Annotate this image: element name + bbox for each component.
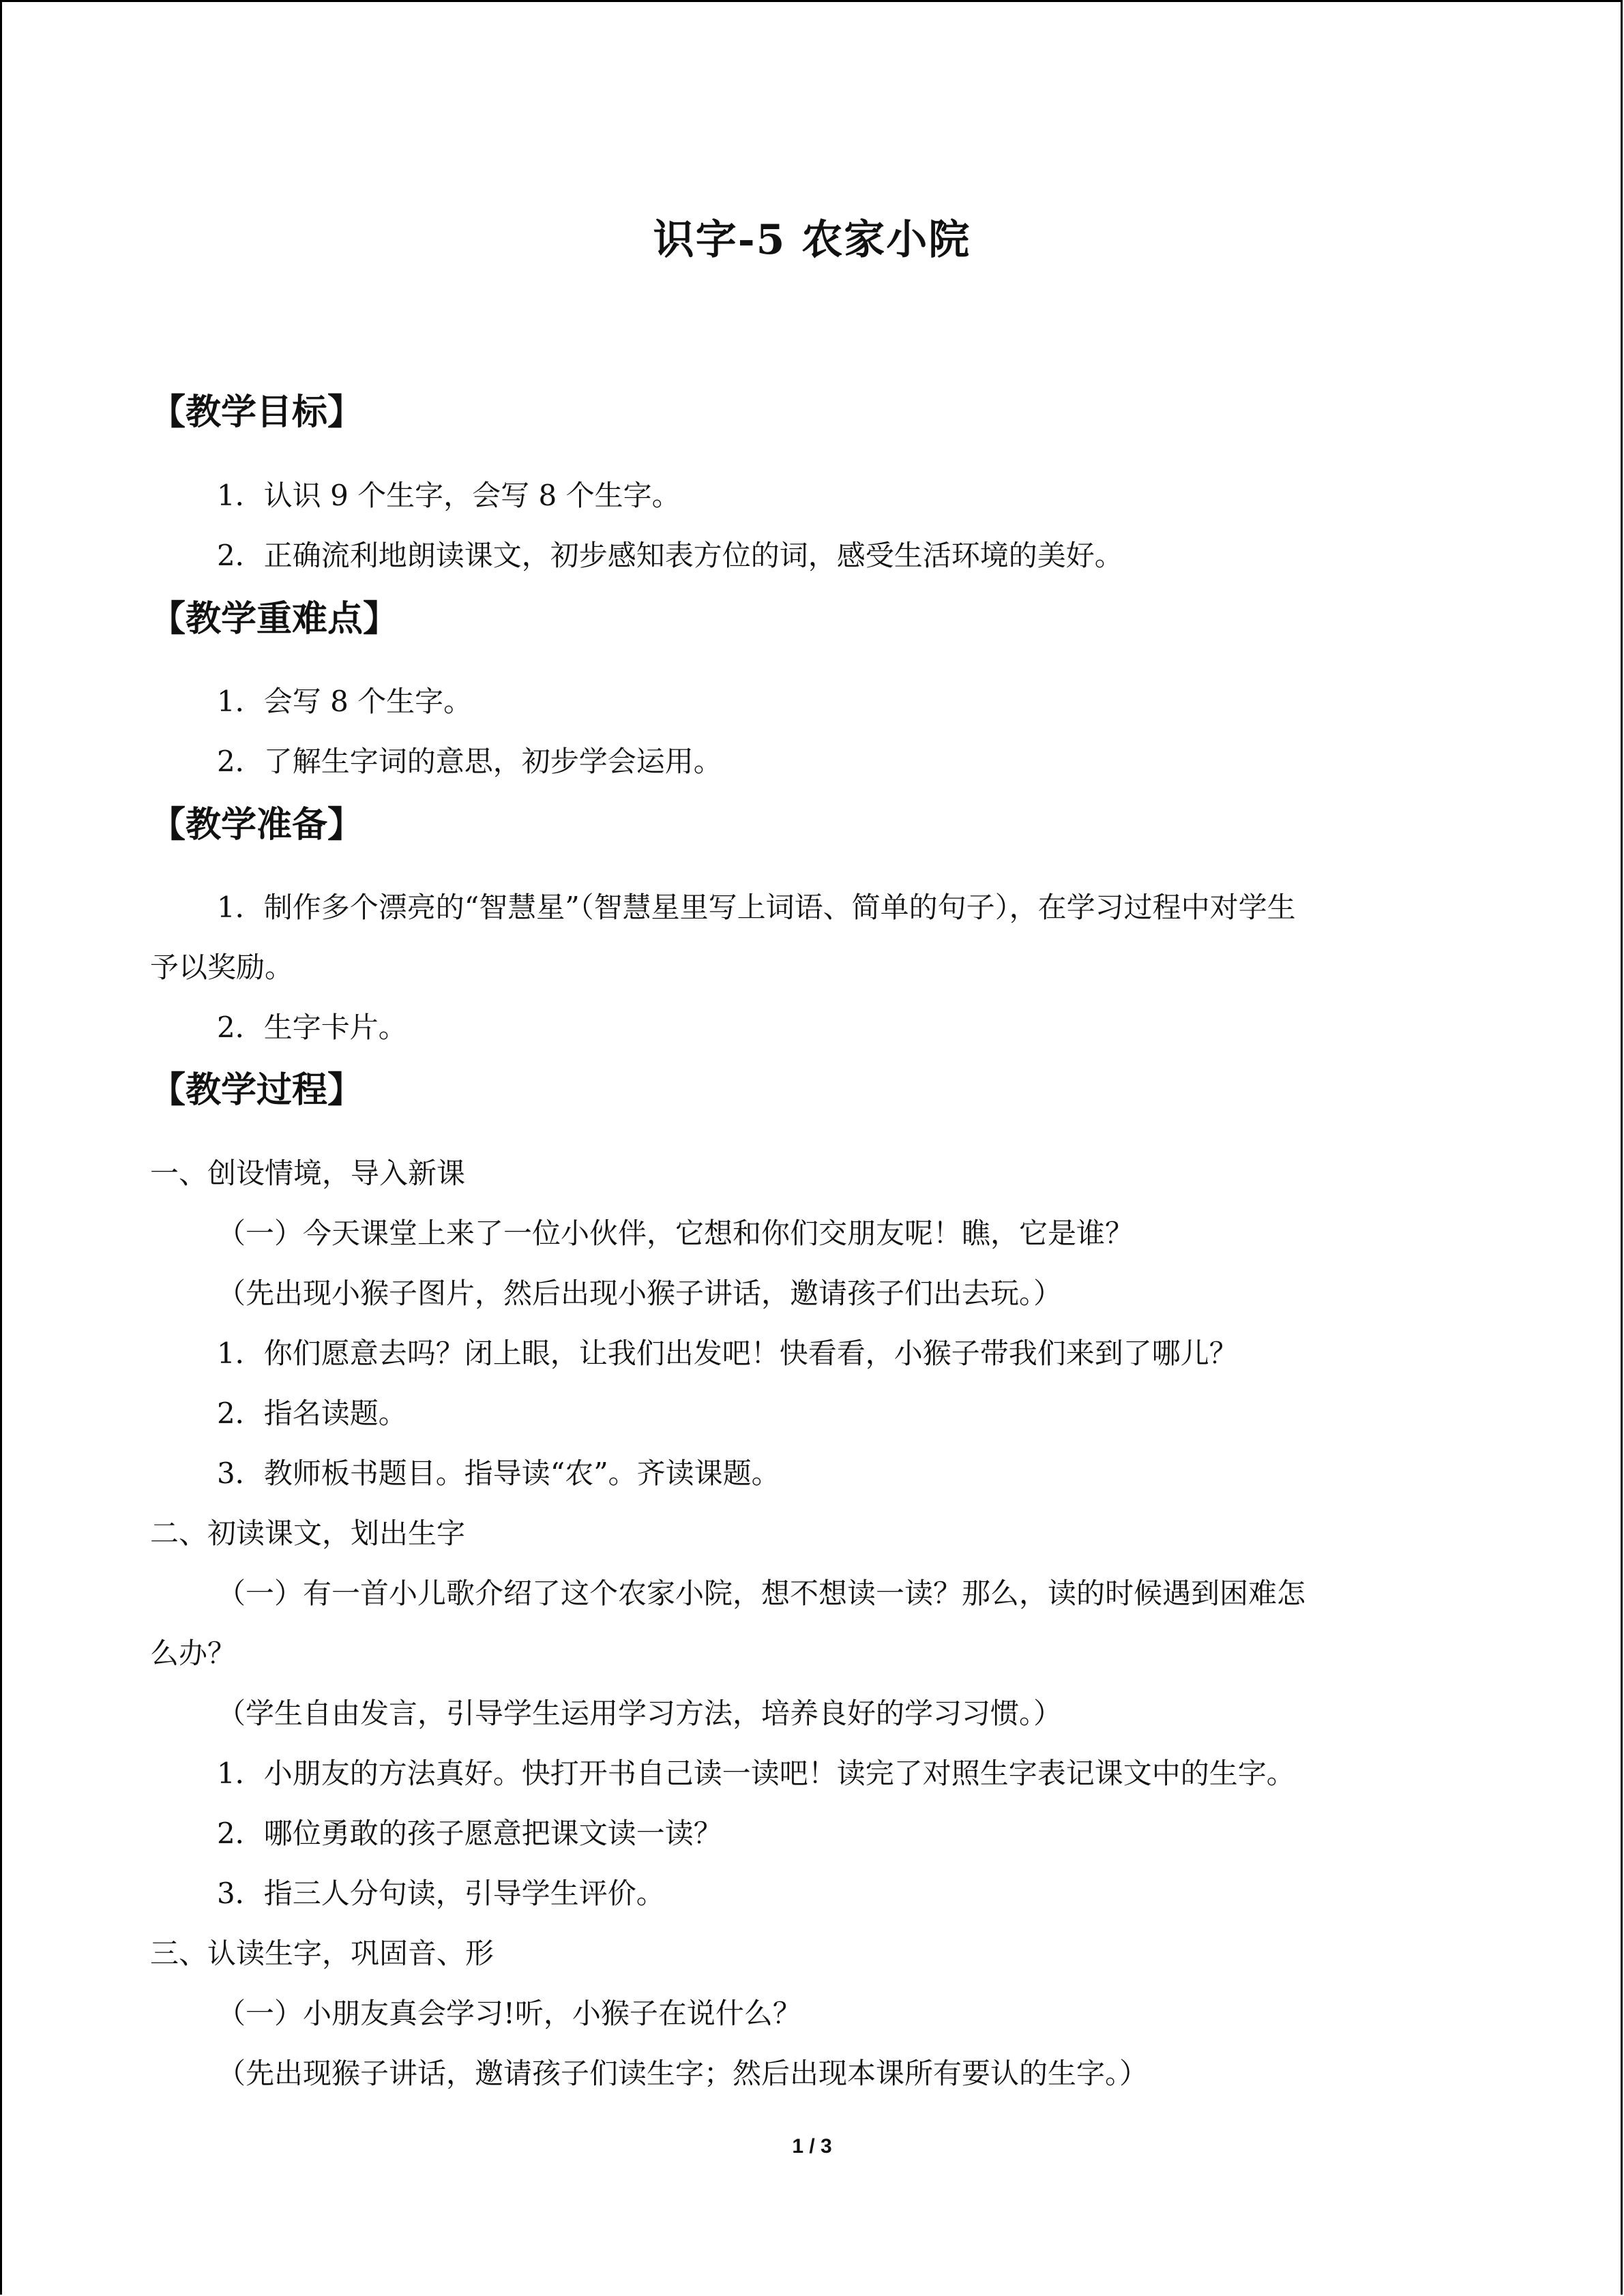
preparation-item-1-line-1: 1．制作多个漂亮的“智慧星”（智慧星里写上词语、简单的句子），在学习过程中对学生 xyxy=(217,891,1296,924)
process-part-1-line-5: 3．教师板书题目。指导读“农”。齐读课题。 xyxy=(217,1457,780,1490)
process-part-1-line-2: （先出现小猴子图片，然后出现小猴子讲话，邀请孩子们出去玩。） xyxy=(217,1277,1063,1310)
process-part-2-line-2: （学生自由发言，引导学生运用学习方法，培养良好的学习习惯。） xyxy=(217,1697,1063,1730)
process-part-3-line-1: （一）小朋友真会学习!听，小猴子在说什么？ xyxy=(217,1997,801,2030)
preparation-item-2: 2．生字卡片。 xyxy=(217,1011,407,1044)
process-part-3-line-2: （先出现猴子讲话，邀请孩子们读生字；然后出现本课所有要认的生字。） xyxy=(217,2057,1149,2090)
section-heading-process: 【教学过程】 xyxy=(150,1069,364,1111)
section-heading-key-points: 【教学重难点】 xyxy=(150,598,399,640)
goal-item-1: 1．认识 9 个生字，会写 8 个生字。 xyxy=(217,479,681,512)
page-title: 识字-5 农家小院 xyxy=(653,216,971,264)
process-part-1-line-4: 2．指名读题。 xyxy=(217,1397,407,1430)
goal-item-2: 2．正确流利地朗读课文，初步感知表方位的词，感受生活环境的美好。 xyxy=(217,539,1123,572)
page-number: 1 / 3 xyxy=(792,2135,832,2158)
process-part-2-line-4: 2．哪位勇敢的孩子愿意把课文读一读？ xyxy=(217,1817,722,1850)
process-part-3-heading: 三、认读生字，巩固音、形 xyxy=(150,1937,494,1970)
key-point-item-1: 1．会写 8 个生字。 xyxy=(217,685,473,718)
process-part-2-heading: 二、初读课文，划出生字 xyxy=(150,1517,466,1550)
section-heading-goals: 【教学目标】 xyxy=(150,391,364,433)
process-part-1-line-1: （一）今天课堂上来了一位小伙伴，它想和你们交朋友呢！瞧，它是谁？ xyxy=(217,1217,1134,1250)
process-part-2-line-5: 3．指三人分句读，引导学生评价。 xyxy=(217,1877,665,1910)
process-part-1-line-3: 1．你们愿意去吗？闭上眼，让我们出发吧！快看看，小猴子带我们来到了哪儿？ xyxy=(217,1337,1238,1370)
process-part-2-line-1b: 么办？ xyxy=(150,1637,237,1670)
process-part-1-heading: 一、创设情境，导入新课 xyxy=(150,1157,466,1190)
process-part-2-line-1a: （一）有一首小儿歌介绍了这个农家小院，想不想读一读？那么，读的时候遇到困难怎 xyxy=(217,1577,1306,1610)
process-part-2-line-3: 1．小朋友的方法真好。快打开书自己读一读吧！读完了对照生字表记课文中的生字。 xyxy=(217,1757,1295,1790)
key-point-item-2: 2．了解生字词的意思，初步学会运用。 xyxy=(217,745,722,778)
preparation-item-1-line-2: 予以奖励。 xyxy=(150,951,294,984)
section-heading-preparation: 【教学准备】 xyxy=(150,804,364,846)
